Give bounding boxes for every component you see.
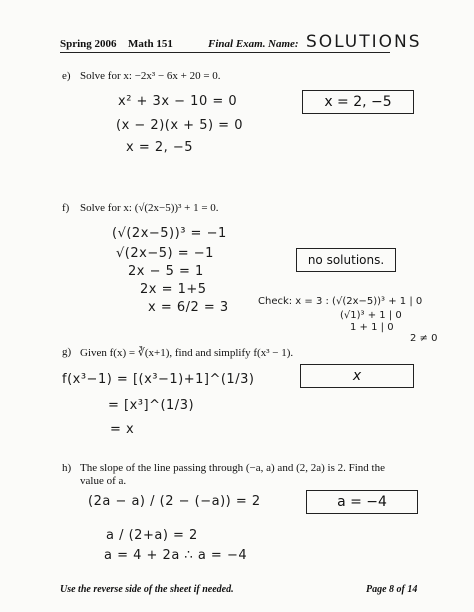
footer-note: Use the reverse side of the sheet if needed. [60, 584, 234, 595]
problem-e-work-3: x = 2, −5 [126, 140, 194, 155]
problem-g-work-1: f(x³−1) = [(x³−1)+1]^(1/3) [62, 372, 255, 387]
problem-g-answer-box [300, 364, 414, 388]
problem-h-label: h) [62, 462, 72, 474]
problem-e-prompt: Solve for x: −2x³ − 6x + 20 = 0. [80, 70, 221, 82]
header-name-value: SOLUTIONS [306, 32, 422, 52]
problem-e-answer-box [302, 90, 414, 114]
problem-e-work-1: x² + 3x − 10 = 0 [118, 94, 238, 109]
problem-f-answer: no solutions. [307, 253, 385, 267]
problem-f-work-4: 2x = 1+5 [140, 282, 207, 297]
problem-f-check-3: 1 + 1 | 0 [350, 322, 394, 333]
page-number: Page 8 of 14 [366, 584, 418, 595]
problem-f-work-5: x = 6/2 = 3 [148, 300, 229, 315]
problem-h-prompt: The slope of the line passing through (−a, a) and (2, 2a) is 2. Find the value of a. [80, 462, 385, 487]
problem-e-label: e) [62, 70, 71, 82]
problem-h-work-2: a / (2+a) = 2 [106, 528, 198, 543]
header-exam: Final Exam. [208, 38, 266, 50]
problem-f-check-4: 2 ≠ 0 [410, 333, 438, 344]
header-underline [60, 52, 390, 53]
problem-g-label: g) [62, 346, 72, 358]
problem-f-check-2: (√1)³ + 1 | 0 [340, 310, 402, 321]
problem-f-label: f) [62, 202, 70, 214]
problem-g-answer: x [352, 368, 362, 384]
problem-h-answer-box [306, 490, 418, 514]
problem-g-work-3: = x [110, 422, 135, 437]
problem-f-prompt: Solve for x: (√(2x−5))³ + 1 = 0. [80, 202, 219, 214]
problem-h-answer: a = −4 [337, 494, 387, 510]
header-term: Spring 2006 [60, 38, 117, 50]
problem-e-answer: x = 2, −5 [324, 94, 392, 110]
problem-f-check-1: Check: x = 3 : (√(2x−5))³ + 1 | 0 [258, 296, 423, 307]
problem-g-prompt: Given f(x) = ∛(x+1), find and simplify f(x³ − 1). [80, 347, 294, 359]
problem-f-work-2: √(2x−5) = −1 [116, 246, 214, 261]
problem-e-work-2: (x − 2)(x + 5) = 0 [116, 118, 243, 133]
problem-f-work-3: 2x − 5 = 1 [128, 264, 204, 279]
header-course: Math 151 [128, 38, 173, 50]
problem-h-work-3: a = 4 + 2a ∴ a = −4 [104, 548, 248, 563]
problem-g-work-2: = [x³]^(1/3) [108, 398, 195, 413]
problem-f-answer-box [296, 248, 396, 272]
problem-h-work-1: (2a − a) / (2 − (−a)) = 2 [88, 494, 261, 509]
problem-f-work-1: (√(2x−5))³ = −1 [112, 226, 227, 241]
header-name-label: Name: [268, 38, 299, 50]
